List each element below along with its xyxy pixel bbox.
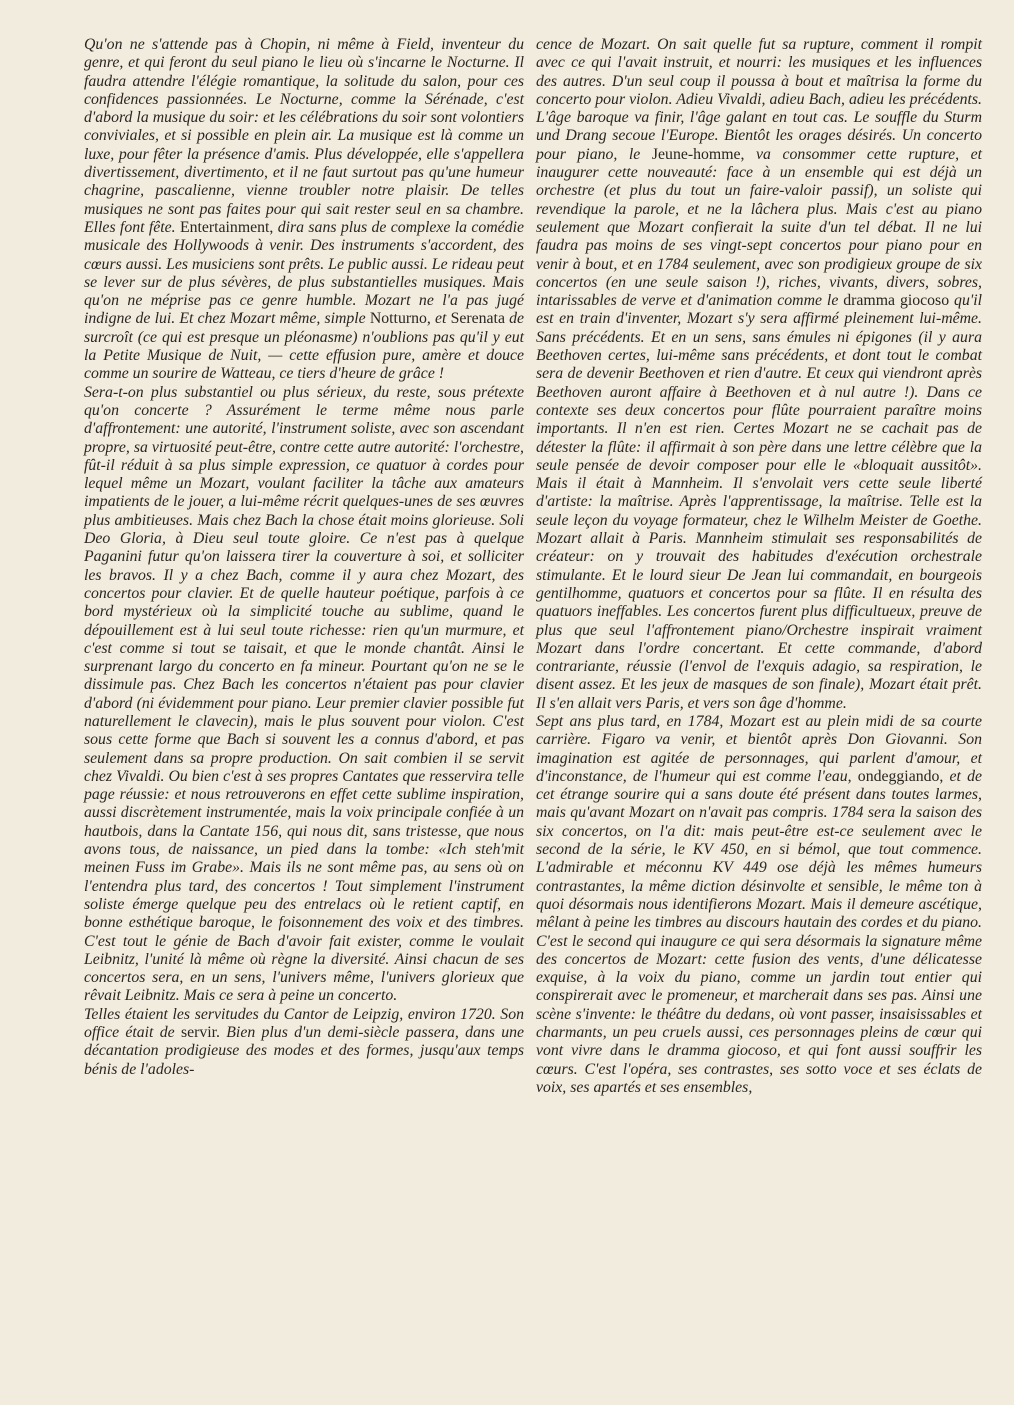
paragraph-nocturne — [84, 36, 524, 384]
text-run: Qu'on ne s'attende pas à Chopin, ni même à Field, inventeur du genre, et qui feront du seul piano le lieu où s'incarne le Nocturne. Il faudra attendre l'élégie romantique, la solitude du salon, pour ces confidences passionnées. Le Nocturne, comme la Sérénade, c'est d'abord la musique du soir: et les célébrations du soir sont volontiers conviviales, et si possible en plein air. La musique est là comme un luxe, pour fêter la présence d'amis. Plus développée, elle s'appellera divertissement, divertimento, et il ne faut surtout pas qu'une humeur chagrine, pascalienne, vienne troubler notre plaisir. De telles musiques ne sont pas faites pour qui sait rester seul en sa chambre. Elles font fête. — [84, 36, 524, 236]
text-run: cence de Mozart. On sait quelle fut sa rupture, comment il rompit avec ce qui l'avait instruit, et nourri: les musiques et les influences des autres. D'un seul coup il poussa à bout et maîtrisa la forme du concerto pour violon. Adieu Vivaldi, adieu Bach, adieu les précédents. L'âge baroque va finir, l'âge galant en tout cas. Le souffle du Sturm und Drang secoue l'Europe. Bientôt les orages désirés. Un concerto pour piano, le — [536, 36, 982, 163]
left-text-column — [84, 36, 524, 1079]
text-run-upright: servir. — [180, 1024, 220, 1042]
text-run: dira sans plus de complexe la comédie musicale des Hollywoods à venir. Des instruments s'accordent, des cœurs aussi. Les musiciens sont prêts. Le public aussi. Le rideau peut se lever sur de plus sévères, de plus substantielles musiques. Mais qu'on ne méprise pas ce genre humble. Mozart ne l'a pas jugé indigne de lui. Et chez Mozart même, simple — [84, 218, 524, 328]
text-run-upright: ondeggiando, — [857, 767, 944, 785]
text-run: Sera-t-on plus substantiel ou plus sérieux, du reste, sous prétexte qu'on concerte ? Assurément le terme même nous parle d'affrontement: une autorité, l'instrument soliste, avec son ascendant propre, sa virtuosité peut-être, contre cette autre autorité: l'orchestre, fût-il réduit à sa plus simple expression, ce quatuor à cordes pour lequel même un Mozart, voulant faciliter la tâche aux amateurs impatients de le jouer, a lui-même récrit quelques-unes de ses œuvres plus ambitieuses. Mais chez Bach la chose était moins glorieuse. — [84, 383, 524, 529]
text-run: Soli Deo Gloria, — [84, 511, 524, 548]
paragraph-mozart-rupture — [536, 36, 982, 713]
text-run-upright: Serenata — [450, 310, 505, 328]
paragraph-cantor-leipzig — [84, 1006, 524, 1079]
text-run: Sept ans plus tard, en 1784, Mozart est au plein midi de sa courte carrière. Figaro va venir, et bientôt après Don Giovanni. Son imagination est agitée de personnages, qui parlent d'amour, et d'inconstance, de l'humeur qui est comme l'eau, — [536, 712, 982, 785]
text-run-upright: Notturno, — [369, 310, 431, 328]
text-run: Telles étaient les servitudes du Cantor de Leipzig, environ 1720. Son office était de — [84, 1005, 524, 1042]
text-run: à Dieu seul toute gloire. Ce n'est pas à quelque Paganini futur qu'on laissera tirer la couverture à soi, et solliciter les bravos. Il y a chez Bach, comme il y aura chez Mozart, des concertos pour clavier. Et de quelle hauteur poétique, parfois à ce bord mystérieux où la simplicité touche au sublime, quand le dépouillement est à lui seul toute richesse: rien qu'un murmure, et c'est comme si tout se taisait, et que le monde chantât. Ainsi le surprenant largo du concerto en fa mineur. Pourtant qu'on ne se le dissimule pas. Chez Bach les concertos n'étaient pas pour clavier d'abord (ni évidemment pour piano. Leur premier clavier possible fut naturellement le clavecin), mais le plus souvent pour violon. C'est sous cette forme que Bach si souvent les a connus d'abord, et pas seulement dans sa propre production. On sait combien il se servit chez Vivaldi. Ou bien c'est à ses propres Cantates que resservira telle page réussie: et nous retrouverons en effet cette sublime inspiration, aussi discrètement instrumentée, mais la voix principale confiée à un hautbois, dans la Cantate 156, qui nous dit, sans tristesse, que nous avons tous, de naissance, un pied dans la tombe: «Ich steh'mit meinen Fuss im Grabe». Mais ils ne sont même pas, au sens où on l'entendra plus tard, des concertos ! Tout simplement l'instrument soliste émerge quelque peu des entrelacs où le retient captif, en bonne esthétique baroque, le foisonnement des voix et des timbres. C'est tout le génie de Bach d'avoir fait exister, comme le voulait Leibnitz, l'unité là même où règne la diversité. Ainsi chacun de ses concertos sera, en un sens, l'univers même, l'univers glorieux que rêvait Leibnitz. Mais ce sera à peine un concerto. — [84, 530, 524, 1005]
right-text-column — [536, 36, 982, 1097]
text-run-upright: Entertainment, — [179, 218, 274, 236]
text-run: de surcroît (ce qui est presque un pléonasme) n'oublions pas qu'il y eut la — [84, 310, 525, 365]
text-run-upright: Jeune-homme, — [651, 145, 745, 163]
text-run: qu'il est en train d'inventer, Mozart s'y sera affirmé pleinement lui-même. Sans précédents. Et en un sens, sans émules ni épigones (il y aura Beethoven certes, lui-même sans précédents, et dont tout le combat sera de devenir Beethoven et rien d'autre. Et ceux qui viendront après Beethoven auront affaire à Beethoven et à nul autre !). Dans ce contexte ses deux concertos pour flûte pourraient paraître moins importants. Il n'en est rien. Certes Mozart ne se cachait pas de détester la flûte: il affirmait à son père dans une lettre célèbre que la seule pensée de devoir composer pour elle le «bloquait aussitôt». Mais il était à Mannheim. Il s'envolait vers cette seule liberté d'artiste: la maîtrise. Après l'apprentissage, la maîtrise. Telle est la seule leçon du voyage formateur, chez le Wilhelm Meister de Goethe. Mozart allait à Paris. Mannheim stimulait ses responsabilités de créateur: on y trouvait des habitudes d'exécution orchestrale stimulante. Et le lourd sieur De Jean lui commandait, en bourgeois gentilhomme, quatuors et concertos pour sa flûte. Il en résulta des quatuors ineffables. Les concertos furent plus difficultueux, preuve de plus que seul l'affrontement piano/Orchestre inspirait vraiment Mozart dans l'ordre concertant. Et cette commande, d'abord contrariante, réussie (l'envol de l'exquis adagio, sa respiration, le disent assez. Et les jeux de masques de son finale), Mozart était prêt. Il s'en allait vers Paris, et vers son âge d'homme. — [536, 292, 982, 712]
paragraph-concerto-bach — [84, 384, 524, 1006]
text-run: Bien plus d'un demi-siècle passera, dans une décantation prodigieuse des modes et des formes, jusqu'aux temps bénis de l'adoles- — [84, 1024, 525, 1078]
text-run: — cette effusion pure, amère et douce comme un sourire de Watteau, ce tiers d'heure de grâce ! — [84, 347, 525, 383]
text-run: et — [435, 310, 447, 328]
paragraph-1784 — [536, 713, 982, 1097]
text-run: Petite Musique de Nuit, — [103, 347, 262, 365]
text-run-upright: dramma giocoso — [843, 292, 950, 310]
text-run: va consommer cette rupture, et inaugurer cette nouveauté: face à un ensemble qui est déjà un orchestre (et plus du tout un faire-valoir passif), un soliste qui revendique la parole, et ne la lâchera plus. Mais c'est au piano seulement que Mozart confierait la suite d'un tel débat. Il ne lui faudra pas moins de ses vingt-sept concertos pour piano pour en venir à bout, et en 1784 seulement, avec son prodigieux groupe de six concertos (en une seule saison !), riches, vivants, divers, sobres, intarissables de verve et d'animation comme le — [536, 145, 983, 310]
text-run: et de cet étrange sourire qui a sans doute été présent dans toutes larmes, mais qu'avant Mozart on n'avait pas compris. 1784 sera la saison des six concertos, on l'a dit: mais peut-être est-ce seulement avec le second de la série, le KV 450, en si bémol, que tout commence. L'admirable et méconnu KV 449 ose déjà les mêmes humeurs contrastantes, la même diction désinvolte et sensible, le même ton à quoi désormais nous identifierons Mozart. Mais il demeure ascétique, mêlant à peine les timbres au discours hautain des cordes et du piano. C'est le second qui inaugure ce qui sera désormais la signature même des concertos de Mozart: cette fusion des vents, d'une délicatesse exquise, à la voix du piano, comme un jardin tout entier qui conspirerait avec le promeneur, et marcherait dans ses pas. Ainsi une scène s'invente: le théâtre du dedans, où vont passer, insaisissables et charmants, un peu cruels aussi, ces personnages pleins de cœur qui vont vivre dans le dramma giocoso, et qui font aussi souffrir les cœurs. C'est l'opéra, ses contrastes, ses sotto voce et ses éclats de voix, ses apartés et ses ensembles, — [536, 767, 983, 1096]
